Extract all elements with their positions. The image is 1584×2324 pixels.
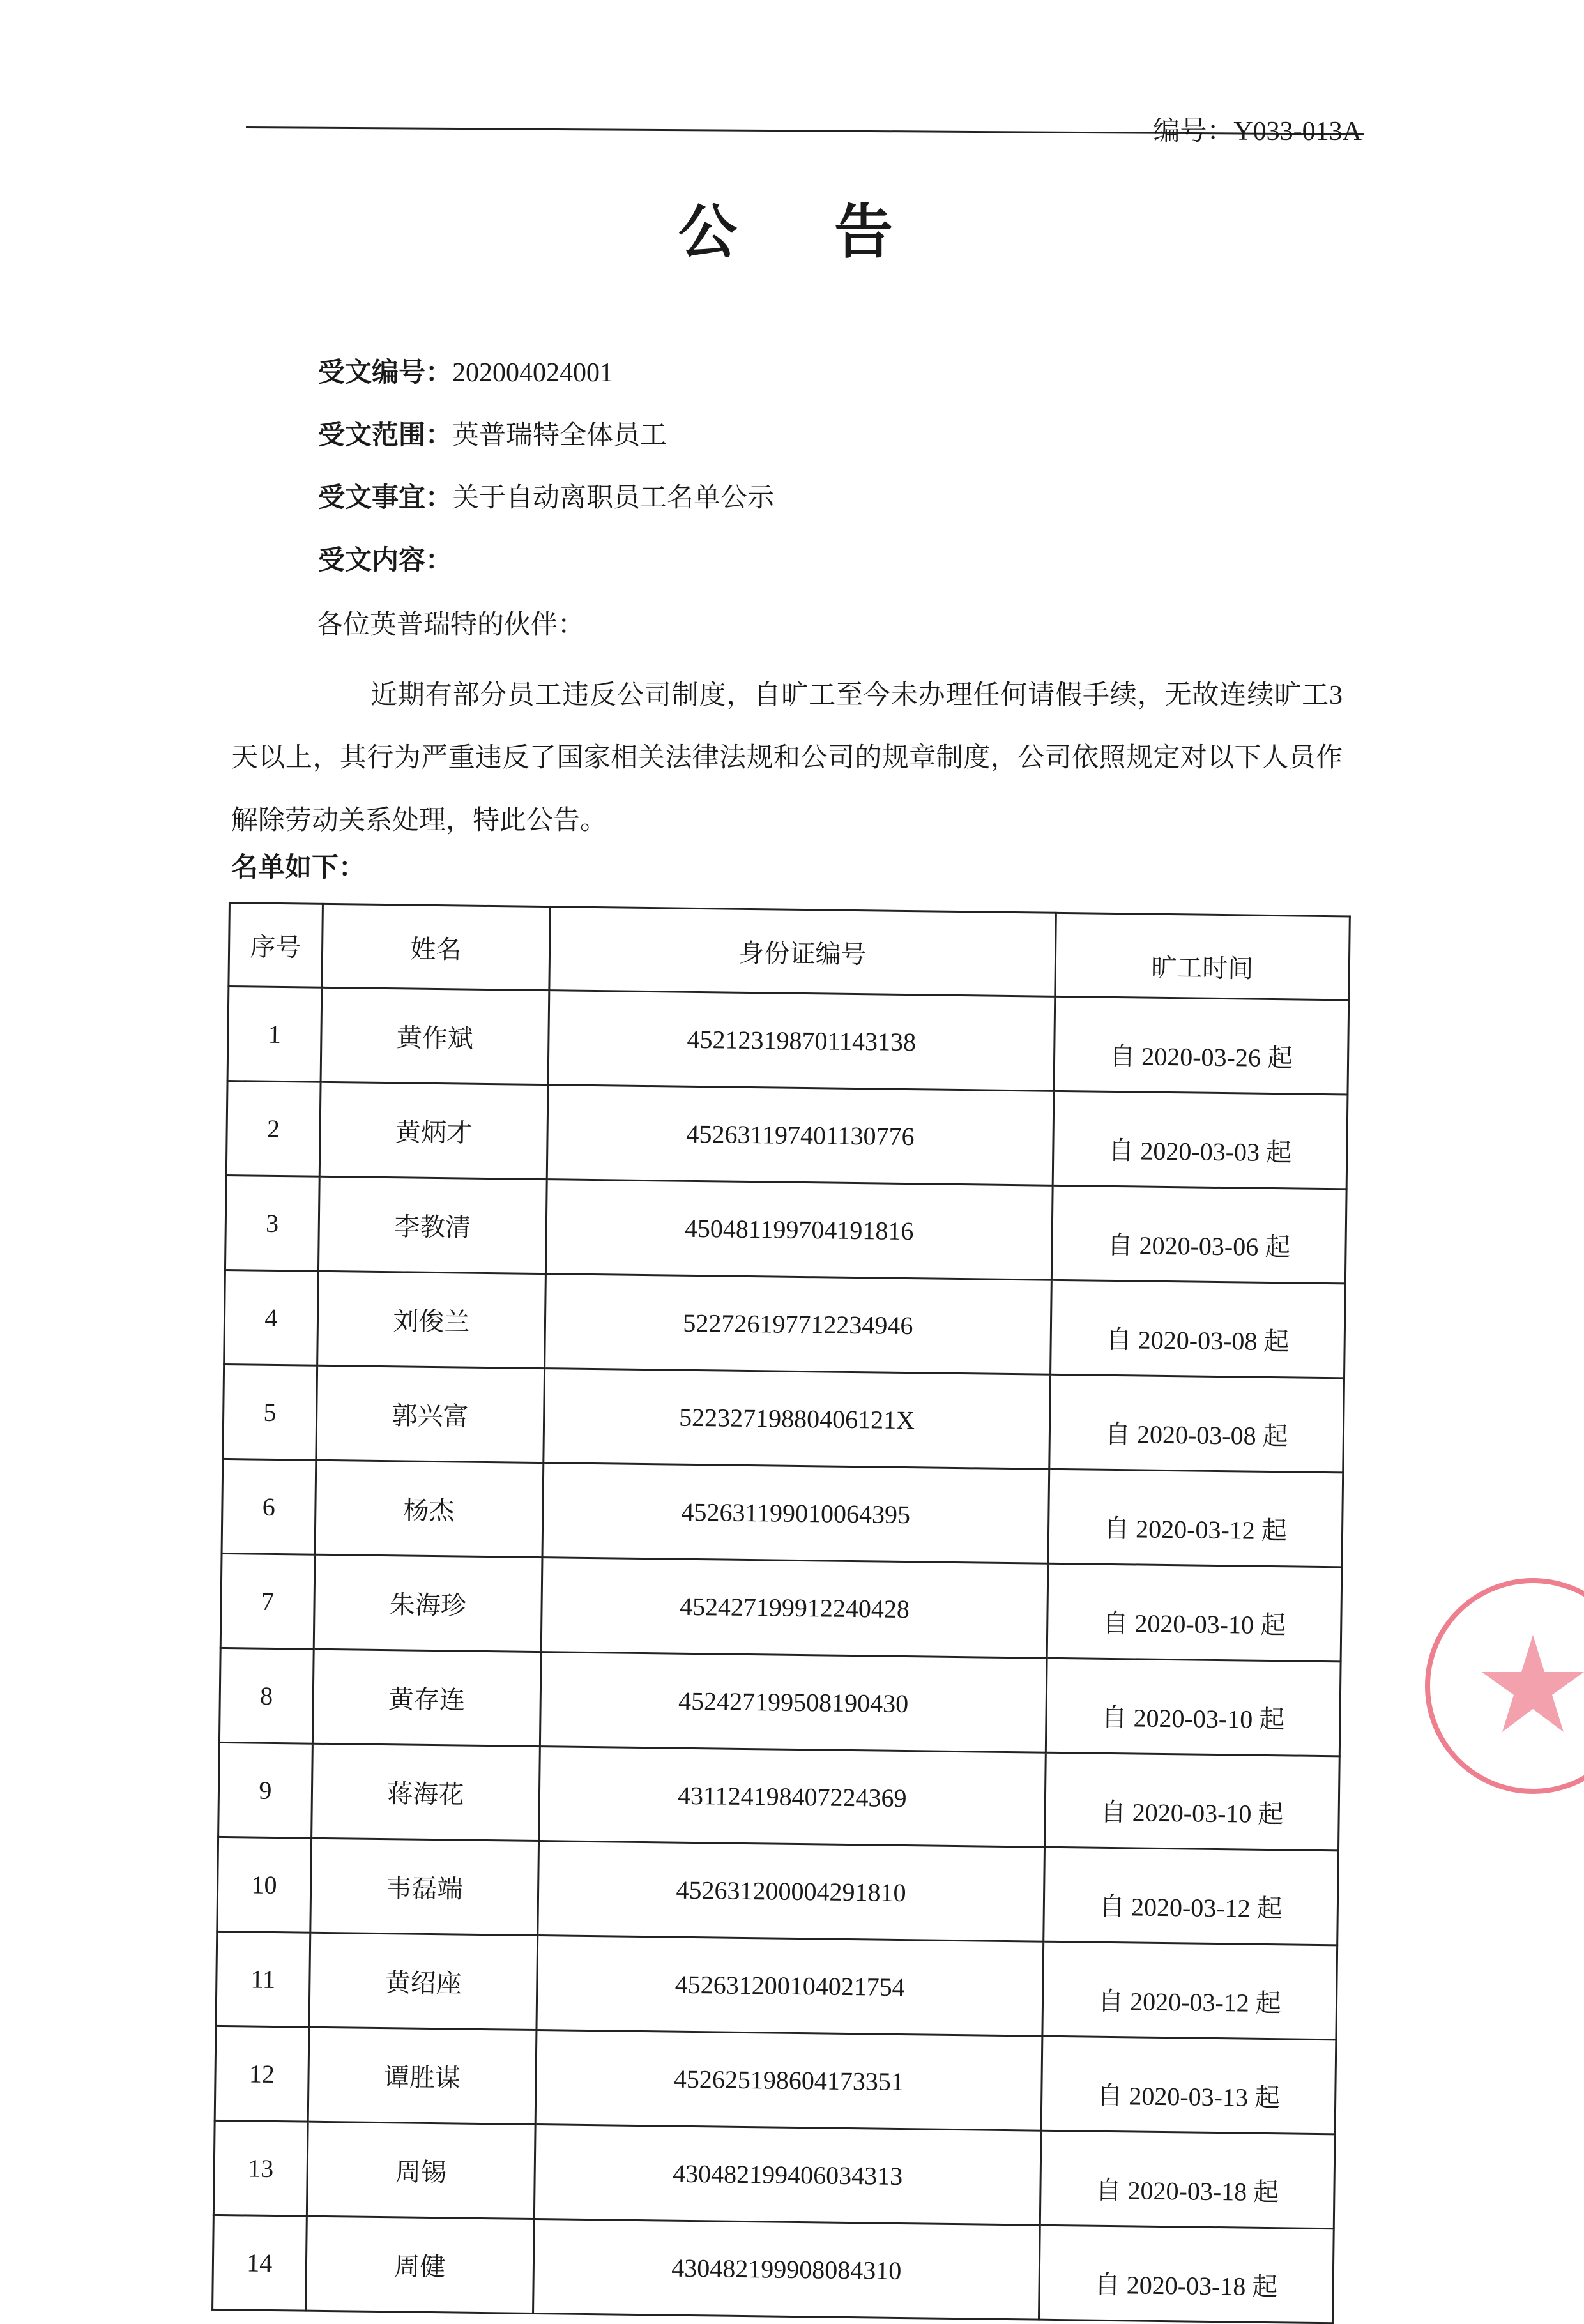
- table-row: [213, 2215, 1334, 2323]
- cell-index: 11: [216, 1931, 310, 2027]
- table-row: [222, 1459, 1343, 1567]
- cell-name: 黄绍座: [309, 1933, 538, 2030]
- cell-absence-date: 自 2020-03-18 起: [1040, 2130, 1335, 2229]
- cell-absence-date: 自 2020-03-03 起: [1053, 1091, 1348, 1189]
- cell-name: 黄存连: [312, 1649, 541, 1746]
- cell-id-number: 452427199508190430: [540, 1652, 1047, 1753]
- cell-name: 杨杰: [315, 1460, 544, 1557]
- cell-absence-date: 自 2020-03-12 起: [1042, 1941, 1337, 2040]
- cell-index: 8: [219, 1648, 314, 1743]
- table-row: [219, 1648, 1341, 1756]
- cell-name: 谭胜谋: [308, 2027, 537, 2124]
- table-row: [213, 2120, 1335, 2228]
- field-scope: [318, 414, 667, 452]
- field-value: 关于自动离职员工名单公示: [452, 483, 775, 513]
- cell-absence-date: 自 2020-03-18 起: [1039, 2225, 1334, 2323]
- table-row: [216, 1931, 1337, 2039]
- field-label: 受文事宜：: [318, 482, 453, 513]
- cell-id-number: 452427199912240428: [541, 1558, 1048, 1659]
- cell-absence-date: 自 2020-03-06 起: [1051, 1185, 1346, 1284]
- cell-absence-date: 自 2020-03-12 起: [1048, 1469, 1343, 1567]
- cell-name: 李教清: [318, 1176, 547, 1273]
- cell-index: 4: [224, 1270, 319, 1365]
- table-row: [217, 1837, 1339, 1945]
- cell-name: 韦磊端: [310, 1838, 539, 1935]
- table-row: [227, 987, 1349, 1095]
- cell-index: 14: [213, 2215, 307, 2311]
- cell-absence-date: 自 2020-03-26 起: [1054, 996, 1349, 1095]
- cell-index: 6: [222, 1459, 316, 1554]
- cell-name: 周锡: [307, 2122, 535, 2219]
- cell-id-number: 431124198407224369: [539, 1747, 1046, 1848]
- cell-index: 7: [220, 1553, 315, 1649]
- field-subject: [318, 476, 774, 515]
- cell-index: 2: [226, 1081, 321, 1176]
- page-title: 公 告: [678, 198, 932, 266]
- cell-name: 郭兴富: [316, 1365, 545, 1462]
- field-value: 英普瑞特全体员工: [452, 421, 667, 450]
- seal-star-icon: [1482, 1635, 1584, 1732]
- cell-id-number: 450481199704191816: [545, 1180, 1053, 1280]
- cell-name: 刘俊兰: [317, 1271, 545, 1368]
- cell-id-number: 430482199908084310: [533, 2219, 1040, 2320]
- table-row: [223, 1364, 1344, 1472]
- cell-absence-date: 自 2020-03-10 起: [1047, 1563, 1342, 1662]
- cell-absence-date: 自 2020-03-10 起: [1046, 1658, 1341, 1756]
- field-content: [318, 539, 452, 577]
- cell-id-number: 452631199010064395: [542, 1463, 1049, 1564]
- cell-name: 黄炳才: [319, 1082, 548, 1179]
- cell-id-number: 452625198604173351: [535, 2030, 1042, 2131]
- cell-index: 5: [223, 1364, 317, 1460]
- cell-name: 朱海珍: [314, 1554, 542, 1652]
- cell-name: 蒋海花: [311, 1743, 540, 1841]
- header-name: 姓名: [322, 904, 551, 990]
- cell-name: 黄作斌: [321, 987, 549, 1084]
- cell-id-number: 452631200004291810: [538, 1841, 1045, 1942]
- field-label: 受文范围：: [318, 419, 453, 450]
- cell-index: 3: [225, 1175, 319, 1271]
- table-row: [224, 1270, 1346, 1378]
- table-row: [226, 1081, 1348, 1189]
- cell-absence-date: 自 2020-03-08 起: [1050, 1280, 1345, 1378]
- table-row: [215, 2026, 1336, 2134]
- cell-index: 1: [227, 987, 322, 1082]
- header-index: 序号: [229, 903, 323, 988]
- table-row: [225, 1175, 1346, 1283]
- cell-absence-date: 自 2020-03-13 起: [1041, 2036, 1336, 2134]
- document-number: 编号：Y033-013A: [1153, 117, 1362, 146]
- header-id-number: 身份证编号: [549, 907, 1056, 997]
- cell-index: 10: [217, 1837, 312, 1933]
- header-absence-date: 旷工时间: [1055, 913, 1350, 1000]
- cell-id-number: 52232719880406121X: [544, 1369, 1051, 1470]
- cell-index: 13: [213, 2120, 308, 2216]
- cell-id-number: 430482199406034313: [534, 2125, 1041, 2226]
- field-value: 202004024001: [452, 358, 614, 388]
- cell-index: 12: [215, 2026, 309, 2122]
- employee-table: [211, 902, 1351, 2324]
- field-doc-number: [318, 351, 613, 390]
- list-heading: 名单如下：: [231, 851, 366, 883]
- table-row: [218, 1742, 1340, 1850]
- cell-index: 9: [218, 1742, 313, 1838]
- greeting: 各位英普瑞特的伙伴：: [316, 611, 585, 640]
- cell-name: 周健: [305, 2216, 534, 2313]
- cell-id-number: 452631200104021754: [537, 1936, 1044, 2037]
- cell-absence-date: 自 2020-03-10 起: [1044, 1752, 1339, 1851]
- cell-id-number: 452123198701143138: [548, 991, 1055, 1091]
- table-row: [220, 1553, 1342, 1661]
- field-label: 受文内容：: [318, 544, 453, 575]
- cell-id-number: 522726197712234946: [545, 1274, 1052, 1375]
- field-label: 受文编号：: [318, 356, 453, 388]
- table-header-row: [229, 903, 1350, 1000]
- body-paragraph: 近期有部分员工违反公司制度，自旷工至今未办理任何请假手续，无故连续旷工3天以上，其行为严重违反了国家相关法律法规和公司的规章制度，公司依照规定对以下人员作解除劳动关系处理，特此公告。: [231, 681, 1343, 835]
- cell-absence-date: 自 2020-03-12 起: [1044, 1847, 1339, 1945]
- cell-id-number: 452631197401130776: [547, 1085, 1054, 1186]
- company-seal: [1405, 1558, 1584, 1814]
- cell-absence-date: 自 2020-03-08 起: [1049, 1374, 1344, 1473]
